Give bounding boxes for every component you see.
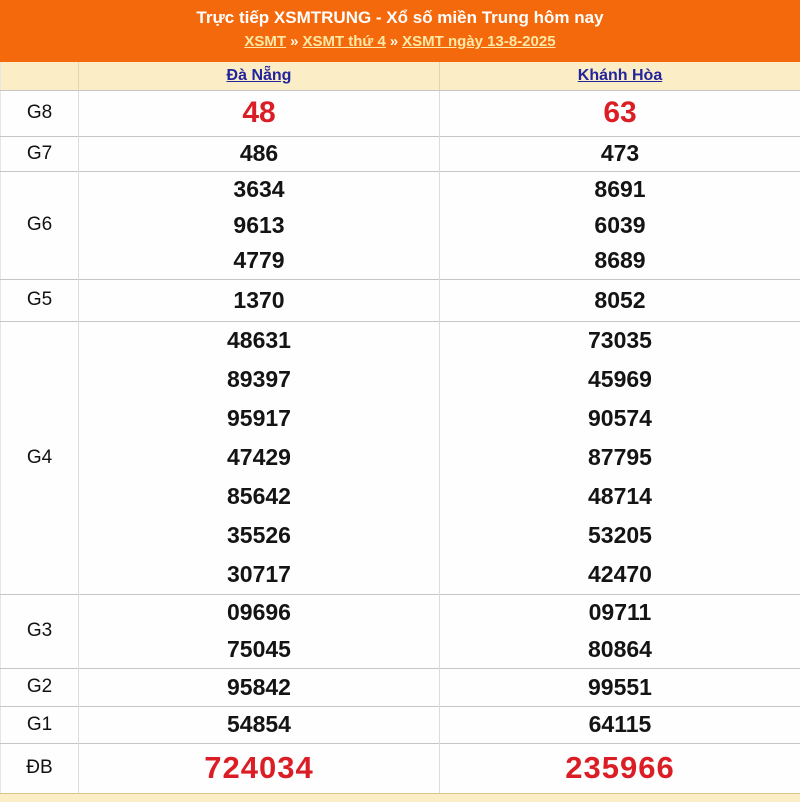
result-number: 95917 [79,399,440,438]
prize-label: G5 [1,279,79,321]
table-header-row [1,62,800,90]
breadcrumb-link-xsmt-ngay[interactable]: XSMT ngày 13-8-2025 [402,33,555,50]
result-number: 6039 [440,207,800,243]
breadcrumb-link-xsmt-thu-4[interactable]: XSMT thứ 4 [302,33,385,50]
result-number: 63 [440,90,800,136]
result-number: 8689 [440,243,800,279]
column-header-da-nang [79,62,440,90]
table-row [1,631,800,668]
prize-label: G1 [1,706,79,743]
prize-label: G4 [1,321,79,594]
result-number: 42470 [440,555,800,594]
results-table [0,62,800,793]
table-row [1,136,800,171]
table-row [1,438,800,477]
table-row [1,90,800,136]
result-number: 95842 [79,668,440,706]
prize-label: G6 [1,171,79,279]
result-number: 486 [79,136,440,171]
result-number: 90574 [440,399,800,438]
result-number: 54854 [79,706,440,743]
result-number: 8052 [440,279,800,321]
top-header [0,0,800,62]
table-row [1,207,800,243]
result-number: 724034 [79,743,440,793]
result-number: 53205 [440,516,800,555]
result-number: 48714 [440,477,800,516]
table-row [1,321,800,360]
table-row [1,243,800,279]
table-row [1,516,800,555]
result-number: 85642 [79,477,440,516]
province-link-da-nang[interactable]: Đà Nẵng [227,67,292,84]
breadcrumb-link-xsmt[interactable]: XSMT [244,33,286,50]
result-number: 09696 [79,594,440,631]
page-title: Trực tiếp XSMTRUNG - Xổ số miền Trung hôm nay [0,7,800,29]
results-body [1,90,800,793]
prize-label: G2 [1,668,79,706]
result-number: 48 [79,90,440,136]
result-number: 9613 [79,207,440,243]
result-number: 35526 [79,516,440,555]
table-row [1,706,800,743]
column-header-khanh-hoa [440,62,800,90]
result-number: 47429 [79,438,440,477]
table-row [1,555,800,594]
prize-label: ĐB [1,743,79,793]
result-number: 99551 [440,668,800,706]
table-row [1,668,800,706]
table-row [1,360,800,399]
breadcrumb-separator: » [390,33,398,50]
result-number: 30717 [79,555,440,594]
result-number: 75045 [79,631,440,668]
result-number: 473 [440,136,800,171]
prize-label: G7 [1,136,79,171]
table-row [1,594,800,631]
result-number: 45969 [440,360,800,399]
result-number: 87795 [440,438,800,477]
breadcrumb-separator: » [290,33,298,50]
table-row [1,279,800,321]
table-row [1,171,800,207]
prize-label: G8 [1,90,79,136]
table-row [1,399,800,438]
result-number: 73035 [440,321,800,360]
breadcrumb [0,29,800,54]
result-number: 4779 [79,243,440,279]
result-number: 89397 [79,360,440,399]
corner-cell [1,62,79,90]
result-number: 8691 [440,171,800,207]
table-row [1,743,800,793]
result-number: 09711 [440,594,800,631]
result-number: 48631 [79,321,440,360]
table-row [1,477,800,516]
result-number: 64115 [440,706,800,743]
province-link-khanh-hoa[interactable]: Khánh Hòa [578,67,662,84]
prize-label: G3 [1,594,79,668]
result-number: 235966 [440,743,800,793]
result-number: 80864 [440,631,800,668]
result-number: 3634 [79,171,440,207]
result-number: 1370 [79,279,440,321]
